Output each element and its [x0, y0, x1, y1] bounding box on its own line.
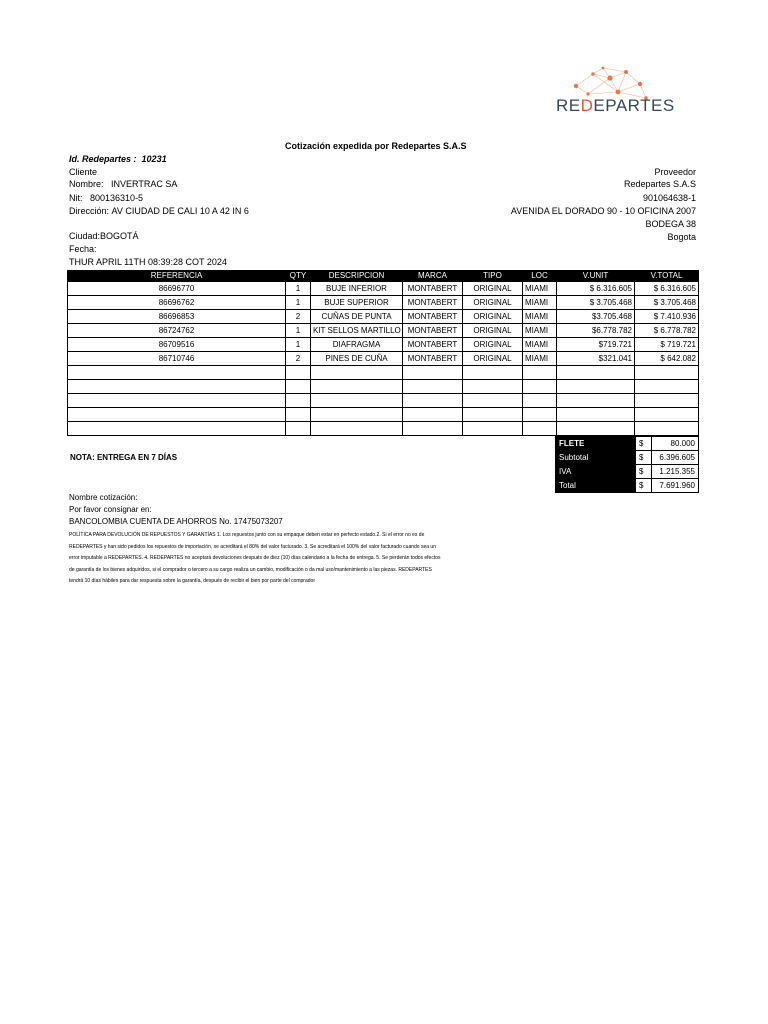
- table-cell: [286, 366, 311, 380]
- totals-currency: $: [636, 451, 652, 465]
- table-cell: [286, 380, 311, 394]
- column-header: QTY: [286, 271, 311, 282]
- table-cell: ORIGINAL: [463, 352, 523, 366]
- table-cell: [523, 380, 557, 394]
- totals-row: [556, 479, 699, 493]
- table-row: [68, 422, 699, 436]
- table-row: [68, 338, 699, 352]
- table-cell: 1: [286, 296, 311, 310]
- totals-label: Total: [556, 479, 636, 493]
- table-cell: 86696762: [68, 296, 286, 310]
- table-cell: [286, 408, 311, 422]
- table-cell: [635, 422, 699, 436]
- delivery-note: NOTA: ENTREGA EN 7 DÍAS: [70, 453, 178, 462]
- provider-address-line1: AVENIDA EL DORADO 90 - 10 OFICINA 2007: [510, 206, 696, 216]
- table-cell: $ 7.410.936: [635, 310, 699, 324]
- totals-currency: $: [636, 479, 652, 493]
- table-cell: $ 3.705.468: [557, 296, 635, 310]
- client-heading: Cliente: [69, 167, 98, 177]
- table-cell: [311, 408, 403, 422]
- table-cell: 86710746: [68, 352, 286, 366]
- table-cell: 1: [286, 282, 311, 296]
- table-cell: $3.705.468: [557, 310, 635, 324]
- table-cell: [557, 380, 635, 394]
- table-row: [68, 296, 699, 310]
- table-cell: [68, 408, 286, 422]
- table-cell: [463, 408, 523, 422]
- brand-wordmark: REDEPARTES: [556, 96, 675, 115]
- table-cell: MONTABERT: [403, 324, 463, 338]
- document-title: Cotización expedida por Redepartes S.A.S: [285, 141, 467, 151]
- table-cell: MONTABERT: [403, 338, 463, 352]
- table-row: [68, 394, 699, 408]
- column-header: MARCA: [403, 271, 463, 282]
- table-cell: $6.778.782: [557, 324, 635, 338]
- policy-line: POLÍTICA PARA DEVOLUCIÓN DE REPUESTOS Y GARANTÍAS 1. Los repuestos junto con su empaque deben estar en perfecto estado.2. Si el error no es de: [69, 532, 425, 538]
- table-cell: ORIGINAL: [463, 310, 523, 324]
- totals-row: [556, 437, 699, 451]
- table-cell: [463, 394, 523, 408]
- table-cell: [311, 380, 403, 394]
- policy-line: tendrá 10 días hábiles para dar respuesta sobre la garantía, después de recibir el bien por parte del comprador: [69, 578, 315, 584]
- provider-address-line2: BODEGA 38: [645, 219, 696, 229]
- table-cell: [403, 422, 463, 436]
- table-row: [68, 366, 699, 380]
- column-header: TIPO: [463, 271, 523, 282]
- policy-line: de garantía de los bienes adquiridos, si el comprador o tercero a su cargo realiza un cambio, modificación o da mal uso/mantenimiento a las piezas. REDEPARTES: [69, 566, 432, 573]
- table-cell: [635, 366, 699, 380]
- deposit-label: Por favor consignar en:: [69, 505, 152, 514]
- table-cell: MONTABERT: [403, 310, 463, 324]
- table-cell: MIAMI: [523, 324, 557, 338]
- table-cell: ORIGINAL: [463, 296, 523, 310]
- table-cell: [557, 408, 635, 422]
- client-nit: Nit: 800136310-5: [69, 193, 144, 203]
- provider-city: Bogota: [667, 232, 696, 242]
- return-policy: [69, 530, 441, 588]
- table-row: [68, 408, 699, 422]
- table-cell: BUJE SUPERIOR: [311, 296, 403, 310]
- table-cell: [523, 394, 557, 408]
- totals-currency: $: [636, 437, 652, 451]
- table-row: [68, 310, 699, 324]
- table-cell: [311, 366, 403, 380]
- table-cell: [403, 408, 463, 422]
- table-cell: $321.041: [557, 352, 635, 366]
- table-cell: [286, 394, 311, 408]
- table-cell: [463, 422, 523, 436]
- table-cell: [523, 366, 557, 380]
- table-cell: MONTABERT: [403, 296, 463, 310]
- table-cell: ORIGINAL: [463, 282, 523, 296]
- client-address: Dirección: AV CIUDAD DE CALI 10 A 42 IN 6: [69, 206, 249, 216]
- column-header: DESCRIPCION: [311, 271, 403, 282]
- table-cell: [68, 422, 286, 436]
- table-cell: $ 3.705.468: [635, 296, 699, 310]
- table-cell: [68, 394, 286, 408]
- table-cell: $ 6.778.782: [635, 324, 699, 338]
- totals-label: Subtotal: [556, 451, 636, 465]
- table-cell: [463, 380, 523, 394]
- column-header: LOC: [523, 271, 557, 282]
- table-row: [68, 324, 699, 338]
- table-cell: [286, 422, 311, 436]
- table-cell: [311, 422, 403, 436]
- table-cell: MIAMI: [523, 338, 557, 352]
- table-cell: $ 6.316.605: [557, 282, 635, 296]
- date-label: Fecha:: [69, 244, 97, 254]
- table-cell: 86696770: [68, 282, 286, 296]
- table-cell: [403, 380, 463, 394]
- table-cell: 1: [286, 324, 311, 338]
- bank-account: BANCOLOMBIA CUENTA DE AHORROS No. 17475073207: [69, 517, 283, 526]
- table-header-row: [68, 271, 699, 282]
- totals-label: FLETE: [556, 437, 636, 451]
- totals-value: 80.000: [652, 437, 699, 451]
- totals-label: IVA: [556, 465, 636, 479]
- table-cell: 86709516: [68, 338, 286, 352]
- table-cell: [557, 394, 635, 408]
- table-cell: [523, 408, 557, 422]
- column-header: V.UNIT: [557, 271, 635, 282]
- quote-id: Id. Redepartes : 10231: [69, 154, 167, 164]
- table-cell: [523, 422, 557, 436]
- table-cell: [403, 394, 463, 408]
- table-cell: BUJE INFERIOR: [311, 282, 403, 296]
- table-row: [68, 282, 699, 296]
- table-cell: MIAMI: [523, 282, 557, 296]
- totals-row: [556, 465, 699, 479]
- table-cell: 2: [286, 310, 311, 324]
- table-cell: [557, 422, 635, 436]
- table-cell: [635, 394, 699, 408]
- column-header: V.TOTAL: [635, 271, 699, 282]
- date-value: THUR APRIL 11TH 08:39:28 COT 2024: [69, 257, 227, 267]
- table-cell: [635, 408, 699, 422]
- table-cell: DIAFRAGMA: [311, 338, 403, 352]
- totals-value: 7.691.960: [652, 479, 699, 493]
- client-name: Nombre: INVERTRAC SA: [69, 179, 178, 189]
- table-cell: MIAMI: [523, 296, 557, 310]
- table-cell: [463, 366, 523, 380]
- totals-currency: $: [636, 465, 652, 479]
- table-cell: 1: [286, 338, 311, 352]
- table-cell: KIT SELLOS MARTILLO: [311, 324, 403, 338]
- table-cell: $ 642.082: [635, 352, 699, 366]
- totals-value: 6.396.605: [652, 451, 699, 465]
- column-header: REFERENCIA: [68, 271, 286, 282]
- provider-nit: 901064638-1: [642, 193, 696, 203]
- table-cell: [68, 380, 286, 394]
- table-cell: PINES DE CUÑA: [311, 352, 403, 366]
- table-cell: ORIGINAL: [463, 338, 523, 352]
- table-cell: 86696853: [68, 310, 286, 324]
- items-table: [67, 270, 699, 436]
- totals-table: [555, 436, 699, 493]
- table-row: [68, 352, 699, 366]
- provider-heading: Proveedor: [654, 167, 696, 177]
- table-cell: CUÑAS DE PUNTA: [311, 310, 403, 324]
- table-cell: MIAMI: [523, 352, 557, 366]
- table-cell: $ 6.316.605: [635, 282, 699, 296]
- table-cell: [557, 366, 635, 380]
- table-row: [68, 380, 699, 394]
- quote-name-label: Nombre cotización:: [69, 493, 138, 502]
- totals-value: 1.215.355: [652, 465, 699, 479]
- table-cell: 86724762: [68, 324, 286, 338]
- table-cell: $719.721: [557, 338, 635, 352]
- table-cell: ORIGINAL: [463, 324, 523, 338]
- table-cell: [635, 380, 699, 394]
- provider-name: Redepartes S.A.S: [623, 179, 696, 189]
- table-cell: [311, 394, 403, 408]
- table-cell: [68, 366, 286, 380]
- client-city: Ciudad:BOGOTÁ: [69, 231, 139, 241]
- policy-line: error imputable a REDEPARTES. 4. REDEPARTES no aceptará devoluciones después de diez (10) días calendario a la fecha de entrega. 5. Se perderán todos efectos: [69, 555, 441, 561]
- table-cell: MONTABERT: [403, 352, 463, 366]
- table-cell: 2: [286, 352, 311, 366]
- table-cell: [403, 366, 463, 380]
- totals-row: [556, 451, 699, 465]
- table-cell: $ 719.721: [635, 338, 699, 352]
- brand-logo: [548, 66, 675, 126]
- table-cell: MIAMI: [523, 310, 557, 324]
- policy-line: REDEPARTES y han sido pedidos los repuestos de importación, se acreditará el 80% del valor facturado. 3. Se acreditará el 100% del valor facturado cuando sea un: [69, 543, 436, 550]
- table-cell: MONTABERT: [403, 282, 463, 296]
